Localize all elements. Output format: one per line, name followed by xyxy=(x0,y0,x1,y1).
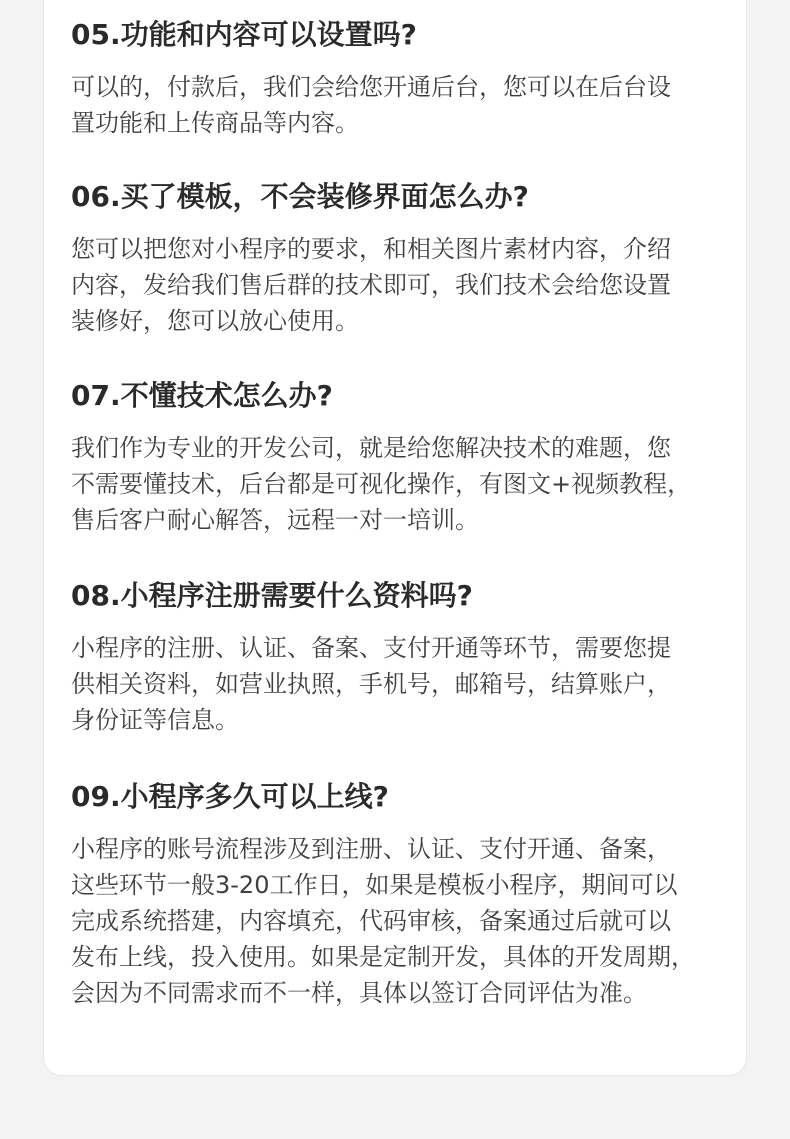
faq-answer-line: 装修好，您可以放心使用。 xyxy=(71,307,359,335)
faq-item-07 xyxy=(71,377,731,538)
faq-answer-line: 供相关资料，如营业执照，手机号，邮箱号，结算账户， xyxy=(71,670,671,698)
faq-answer-line: 会因为不同需求而不一样，具体以签订合同评估为准。 xyxy=(71,979,647,1007)
faq-question: 09.小程序多久可以上线? xyxy=(71,780,389,813)
faq-answer xyxy=(71,231,731,339)
faq-answer-line: 小程序的注册、认证、备案、支付开通等环节，需要您提 xyxy=(71,634,671,662)
faq-answer xyxy=(71,831,731,1011)
faq-question: 08.小程序注册需要什么资料吗? xyxy=(71,579,473,612)
faq-item-06 xyxy=(71,178,731,339)
faq-answer xyxy=(71,69,731,141)
faq-question: 07.不懂技术怎么办? xyxy=(71,379,333,412)
faq-answer-line: 完成系统搭建，内容填充，代码审核，备案通过后就可以 xyxy=(71,907,671,935)
faq-answer-line: 这些环节一般3-20工作日，如果是模板小程序，期间可以 xyxy=(71,871,678,899)
faq-answer-line: 售后客户耐心解答，远程一对一培训。 xyxy=(71,506,479,534)
faq-answer xyxy=(71,630,731,738)
faq-answer-line: 您可以把您对小程序的要求，和相关图片素材内容，介绍 xyxy=(71,235,671,263)
faq-answer xyxy=(71,430,731,538)
faq-answer-line: 身份证等信息。 xyxy=(71,706,239,734)
faq-answer-line: 置功能和上传商品等内容。 xyxy=(71,109,359,137)
faq-answer-line: 发布上线，投入使用。如果是定制开发，具体的开发周期， xyxy=(71,943,695,971)
faq-answer-line: 不需要懂技术，后台都是可视化操作，有图文+视频教程， xyxy=(71,470,692,498)
faq-question: 05.功能和内容可以设置吗? xyxy=(71,18,417,51)
faq-item-09 xyxy=(71,778,731,1011)
faq-answer-line: 我们作为专业的开发公司，就是给您解决技术的难题，您 xyxy=(71,434,671,462)
faq-item-05 xyxy=(71,16,731,141)
faq-item-08 xyxy=(71,577,731,738)
faq-answer-line: 内容，发给我们售后群的技术即可，我们技术会给您设置 xyxy=(71,271,671,299)
faq-answer-line: 小程序的账号流程涉及到注册、认证、支付开通、备案， xyxy=(71,835,671,863)
faq-answer-line: 可以的，付款后，我们会给您开通后台，您可以在后台设 xyxy=(71,73,671,101)
faq-question: 06.买了模板，不会装修界面怎么办? xyxy=(71,180,529,213)
